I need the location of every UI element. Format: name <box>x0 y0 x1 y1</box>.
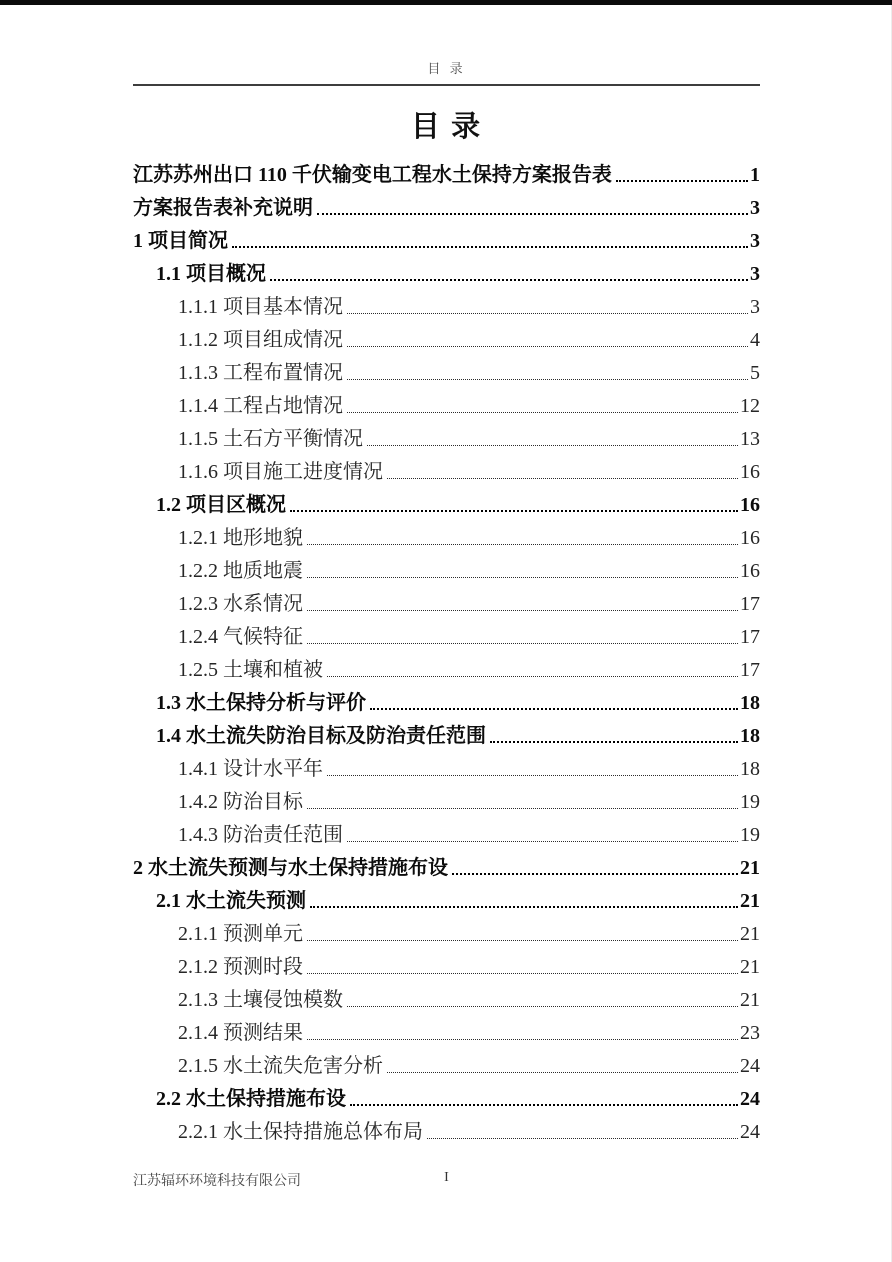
toc-entry[interactable] <box>133 290 760 323</box>
toc-entry[interactable] <box>133 752 760 785</box>
toc-dot-leader <box>452 873 738 875</box>
toc-entry-page-number: 13 <box>740 428 760 450</box>
toc-dot-leader <box>350 1104 738 1106</box>
toc-entry-page-number: 5 <box>750 362 760 384</box>
toc-entry-page-number: 18 <box>740 692 760 714</box>
toc-entry-label: 1.3 水土保持分析与评价 <box>156 692 366 714</box>
toc-entry-page-number: 16 <box>740 494 760 516</box>
toc-dot-leader <box>367 445 738 446</box>
toc-entry[interactable] <box>133 257 760 290</box>
toc-dot-leader <box>307 544 738 545</box>
toc-entry[interactable] <box>133 554 760 587</box>
toc-entry[interactable] <box>133 653 760 686</box>
toc-entry[interactable] <box>133 686 760 719</box>
toc-entry-page-number: 3 <box>750 296 760 318</box>
toc-dot-leader <box>317 213 748 215</box>
toc-entry-page-number: 23 <box>740 1022 760 1044</box>
toc-entry[interactable] <box>133 356 760 389</box>
toc-dot-leader <box>387 1072 738 1073</box>
page-title: 目 录 <box>410 111 483 143</box>
header-divider <box>133 84 760 86</box>
toc-entry-page-number: 16 <box>740 527 760 549</box>
toc-dot-leader <box>347 346 748 347</box>
toc-entry-page-number: 21 <box>740 956 760 978</box>
toc-entry-label: 1.4.2 防治目标 <box>178 791 303 813</box>
toc-dot-leader <box>290 510 738 512</box>
scan-top-edge <box>0 0 892 5</box>
toc-entry-page-number: 24 <box>740 1055 760 1077</box>
toc-entry-page-number: 21 <box>740 923 760 945</box>
toc-entry-label: 2.2 水土保持措施布设 <box>156 1088 346 1110</box>
footer-page-number: I <box>444 1170 449 1185</box>
toc-dot-leader <box>307 610 738 611</box>
toc-entry-page-number: 3 <box>750 230 760 252</box>
toc-entry-label: 1.1.4 工程占地情况 <box>178 395 343 417</box>
toc-entry[interactable] <box>133 323 760 356</box>
toc-entry-label: 1.2.5 土壤和植被 <box>178 659 323 681</box>
toc-entry[interactable] <box>133 719 760 752</box>
toc-dot-leader <box>307 643 738 644</box>
toc-entry-label: 1.1.1 项目基本情况 <box>178 296 343 318</box>
toc-entry[interactable] <box>133 191 760 224</box>
toc-dot-leader <box>616 180 748 182</box>
toc-dot-leader <box>370 708 738 710</box>
toc-entry[interactable] <box>133 851 760 884</box>
toc-dot-leader <box>347 313 748 314</box>
toc-entry-label: 2.1 水土流失预测 <box>156 890 306 912</box>
toc-entry-page-number: 3 <box>750 263 760 285</box>
toc-entry[interactable] <box>133 950 760 983</box>
toc-entry-page-number: 17 <box>740 659 760 681</box>
toc-entry-label: 2.2.1 水土保持措施总体布局 <box>178 1121 423 1143</box>
toc-entry-label: 1.1.3 工程布置情况 <box>178 362 343 384</box>
toc-entry[interactable] <box>133 521 760 554</box>
toc-entry-page-number: 17 <box>740 593 760 615</box>
toc-entry[interactable] <box>133 785 760 818</box>
running-header: 目 录 <box>427 61 466 76</box>
toc-entry[interactable] <box>133 488 760 521</box>
toc-entry-page-number: 12 <box>740 395 760 417</box>
toc-entry-label: 1.2.4 气候特征 <box>178 626 303 648</box>
toc-entry-page-number: 19 <box>740 824 760 846</box>
toc-entry-label: 1.1.6 项目施工进度情况 <box>178 461 383 483</box>
toc-entry-page-number: 17 <box>740 626 760 648</box>
toc-entry-label: 2.1.2 预测时段 <box>178 956 303 978</box>
toc-entry-label: 1.2 项目区概况 <box>156 494 286 516</box>
toc-entry-page-number: 18 <box>740 758 760 780</box>
toc-dot-leader <box>427 1138 738 1139</box>
toc-entry[interactable] <box>133 1049 760 1082</box>
toc-entry[interactable] <box>133 224 760 257</box>
toc-dot-leader <box>270 279 748 281</box>
toc-dot-leader <box>307 1039 738 1040</box>
toc-entry[interactable] <box>133 1082 760 1115</box>
toc-entry[interactable] <box>133 158 760 191</box>
toc-entry-page-number: 18 <box>740 725 760 747</box>
toc-entry-page-number: 24 <box>740 1088 760 1110</box>
toc-entry[interactable] <box>133 422 760 455</box>
toc-entry[interactable] <box>133 818 760 851</box>
toc-entry-page-number: 4 <box>750 329 760 351</box>
toc-dot-leader <box>347 379 748 380</box>
toc-dot-leader <box>327 676 738 677</box>
toc-entry-label: 2.1.3 土壤侵蚀模数 <box>178 989 343 1011</box>
toc-entry[interactable] <box>133 587 760 620</box>
toc-dot-leader <box>307 577 738 578</box>
toc-entry-label: 1.4.3 防治责任范围 <box>178 824 343 846</box>
toc-dot-leader <box>327 775 738 776</box>
toc-entry-label: 方案报告表补充说明 <box>133 197 313 219</box>
toc-entry-page-number: 21 <box>740 890 760 912</box>
footer-company-name: 江苏辐环环境科技有限公司 <box>133 1174 301 1189</box>
toc-entry-label: 1.2.3 水系情况 <box>178 593 303 615</box>
toc-entry-label: 2.1.5 水土流失危害分析 <box>178 1055 383 1077</box>
toc-entry-page-number: 19 <box>740 791 760 813</box>
toc-entry[interactable] <box>133 389 760 422</box>
toc-entry-label: 2 水土流失预测与水土保持措施布设 <box>133 857 448 879</box>
toc-entry-page-number: 16 <box>740 560 760 582</box>
toc-entry[interactable] <box>133 620 760 653</box>
toc-entry-page-number: 16 <box>740 461 760 483</box>
toc-entry[interactable] <box>133 884 760 917</box>
page-footer <box>133 1170 760 1192</box>
toc-entry-page-number: 21 <box>740 857 760 879</box>
toc-entry-label: 1.2.2 地质地震 <box>178 560 303 582</box>
toc-dot-leader <box>387 478 738 479</box>
toc-entry[interactable] <box>133 983 760 1016</box>
toc-dot-leader <box>347 1006 738 1007</box>
toc-dot-leader <box>307 973 738 974</box>
toc-entry-page-number: 24 <box>740 1121 760 1143</box>
toc-entry-label: 1.1 项目概况 <box>156 263 266 285</box>
toc-entry-label: 1.4.1 设计水平年 <box>178 758 323 780</box>
toc-entry-label: 1.1.2 项目组成情况 <box>178 329 343 351</box>
toc-entry[interactable] <box>133 917 760 950</box>
toc-entry-label: 江苏苏州出口 110 千伏输变电工程水土保持方案报告表 <box>133 164 612 186</box>
toc-entry-label: 2.1.4 预测结果 <box>178 1022 303 1044</box>
toc-dot-leader <box>490 741 738 743</box>
toc-entry[interactable] <box>133 455 760 488</box>
toc-entry-page-number: 21 <box>740 989 760 1011</box>
toc-dot-leader <box>347 841 738 842</box>
toc-entry-label: 1.2.1 地形地貌 <box>178 527 303 549</box>
toc-list <box>133 158 760 1148</box>
toc-entry[interactable] <box>133 1115 760 1148</box>
toc-entry-page-number: 3 <box>750 197 760 219</box>
toc-dot-leader <box>307 808 738 809</box>
toc-entry[interactable] <box>133 1016 760 1049</box>
toc-entry-page-number: 1 <box>750 164 760 186</box>
toc-dot-leader <box>347 412 738 413</box>
toc-dot-leader <box>307 940 738 941</box>
toc-entry-label: 1 项目简况 <box>133 230 228 252</box>
toc-entry-label: 1.4 水土流失防治目标及防治责任范围 <box>156 725 486 747</box>
toc-dot-leader <box>310 906 738 908</box>
toc-entry-label: 2.1.1 预测单元 <box>178 923 303 945</box>
toc-dot-leader <box>232 246 748 248</box>
toc-entry-label: 1.1.5 土石方平衡情况 <box>178 428 363 450</box>
